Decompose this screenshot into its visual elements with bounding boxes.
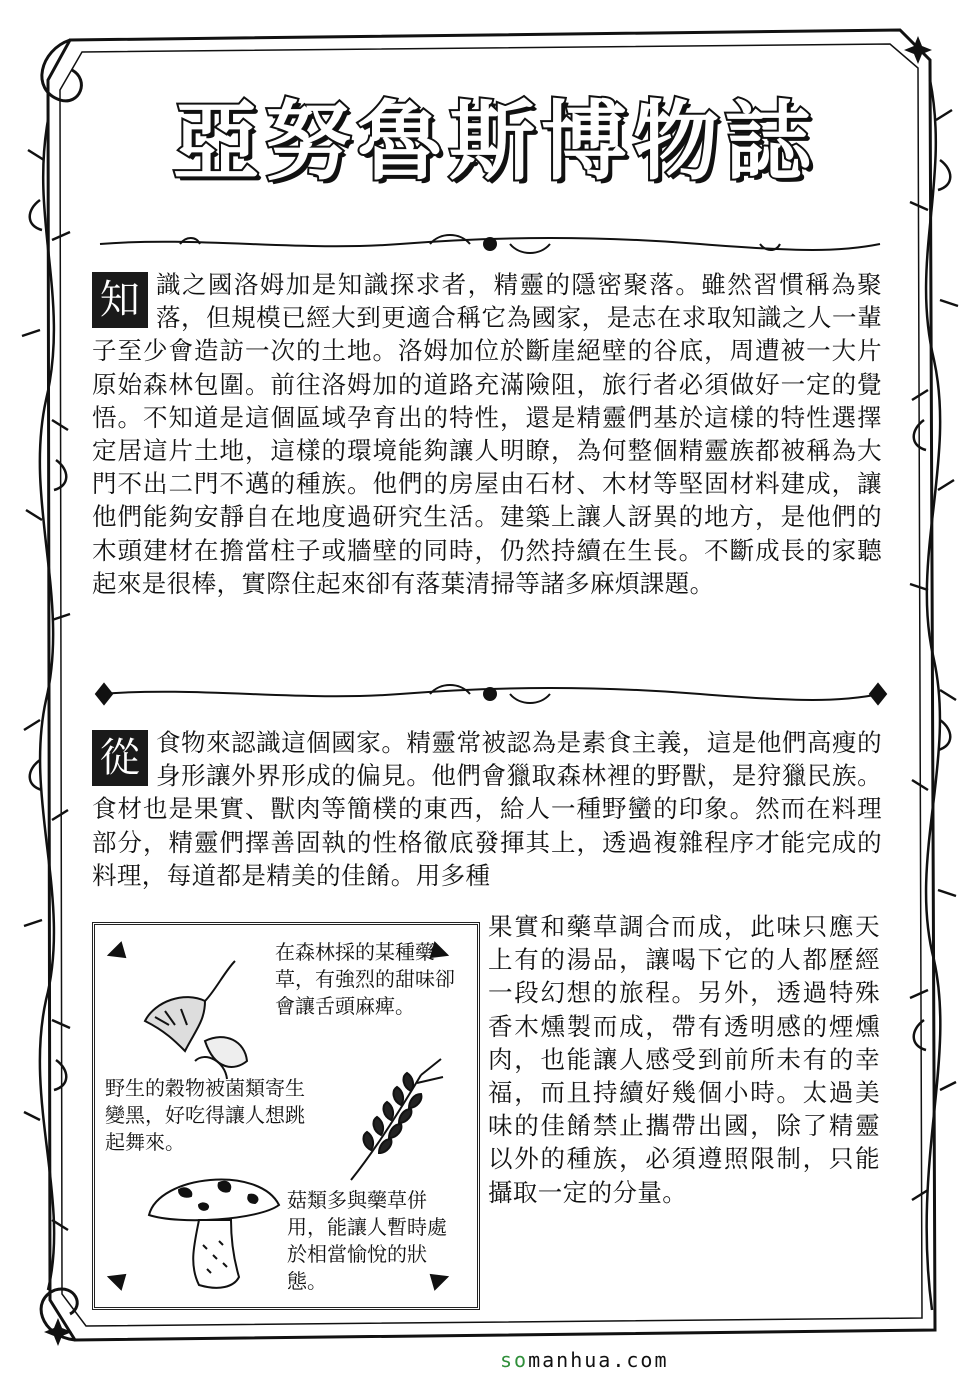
note-grain: 野生的穀物被菌類寄生變黑，好吃得讓人想跳起舞來。 <box>105 1076 305 1154</box>
mushroom-icon <box>139 1165 289 1295</box>
watermark <box>500 1348 669 1372</box>
watermark-prefix: so <box>500 1348 529 1372</box>
section-2-paragraph <box>92 726 882 892</box>
note-herb: 在森林採的某種藥草，有強烈的甜味卻會讓舌頭麻痺。 <box>275 940 455 1018</box>
grain-ear-icon <box>331 1055 451 1185</box>
section-2-continued: 果實和藥草調合而成，此味只應天上有的湯品，讓喝下它的人都歷經一段幻想的旅程。另外，透過特殊香木燻製而成，帶有透明感的煙燻肉，也能讓人感受到前所未有的幸福，而且持續好幾個小時。太過美味的佳餚禁止攜帶出國，除了精靈以外的種族，必須遵照限制，只能攝取一定的分量。 <box>488 912 880 1207</box>
page-title: 亞努魯斯博物誌 <box>173 91 817 192</box>
section-2-text: 食物來認識這個國家。精靈常被認為是素食主義，這是他們高瘦的身形讓外界形成的偏見。他們會獵取森林裡的野獸，是狩獵民族。食材也是果實、獸肉等簡樸的東西，給人一種野蠻的印象。然而在料理部分，精靈們擇善固執的性格徹底發揮其上，透過複雜程序才能完成的料理，每道都是精美的佳餚。用多種 <box>92 728 882 890</box>
herb-flower-icon <box>135 951 255 1081</box>
watermark-rest: manhua.com <box>528 1348 669 1372</box>
divider-ornament-middle <box>96 684 886 704</box>
section-1-paragraph <box>92 268 882 600</box>
dropcap-1: 知 <box>92 272 148 328</box>
note-mushroom: 菇類多與藥草併用，能讓人暫時處於相當愉悅的狀態。 <box>287 1188 447 1293</box>
illustration-box <box>92 922 480 1310</box>
left-vine-ornament <box>22 120 70 1290</box>
dropcap-2: 從 <box>92 730 148 786</box>
section-1-text: 識之國洛姆加是知識探求者，精靈的隱密聚落。雖然習慣稱為聚落，但規模已經大到更適合稱它為國家，是志在求取知識之人一輩子至少會造訪一次的土地。洛姆加位於斷崖絕壁的谷底，周遭被一大片原始森林包圍。前往洛姆加的道路充滿險阻，旅行者必須做好一定的覺悟。不知道是這個區域孕育出的特性，還是精靈們基於這樣的特性選擇定居這片土地，這樣的環境能夠讓人明瞭，為何整個精靈族都被稱為大門不出二門不邁的種族。他們的房屋由石材、木材等堅固材料建成，讓他們能夠安靜自在地度過研究生活。建築上讓人訝異的地方，是他們的木頭建材在擔當柱子或牆壁的同時，仍然持續在生長。不斷成長的家聽起來是很棒，實際住起來卻有落葉清掃等諸多麻煩課題。 <box>92 270 882 598</box>
divider-ornament-top <box>100 235 880 253</box>
